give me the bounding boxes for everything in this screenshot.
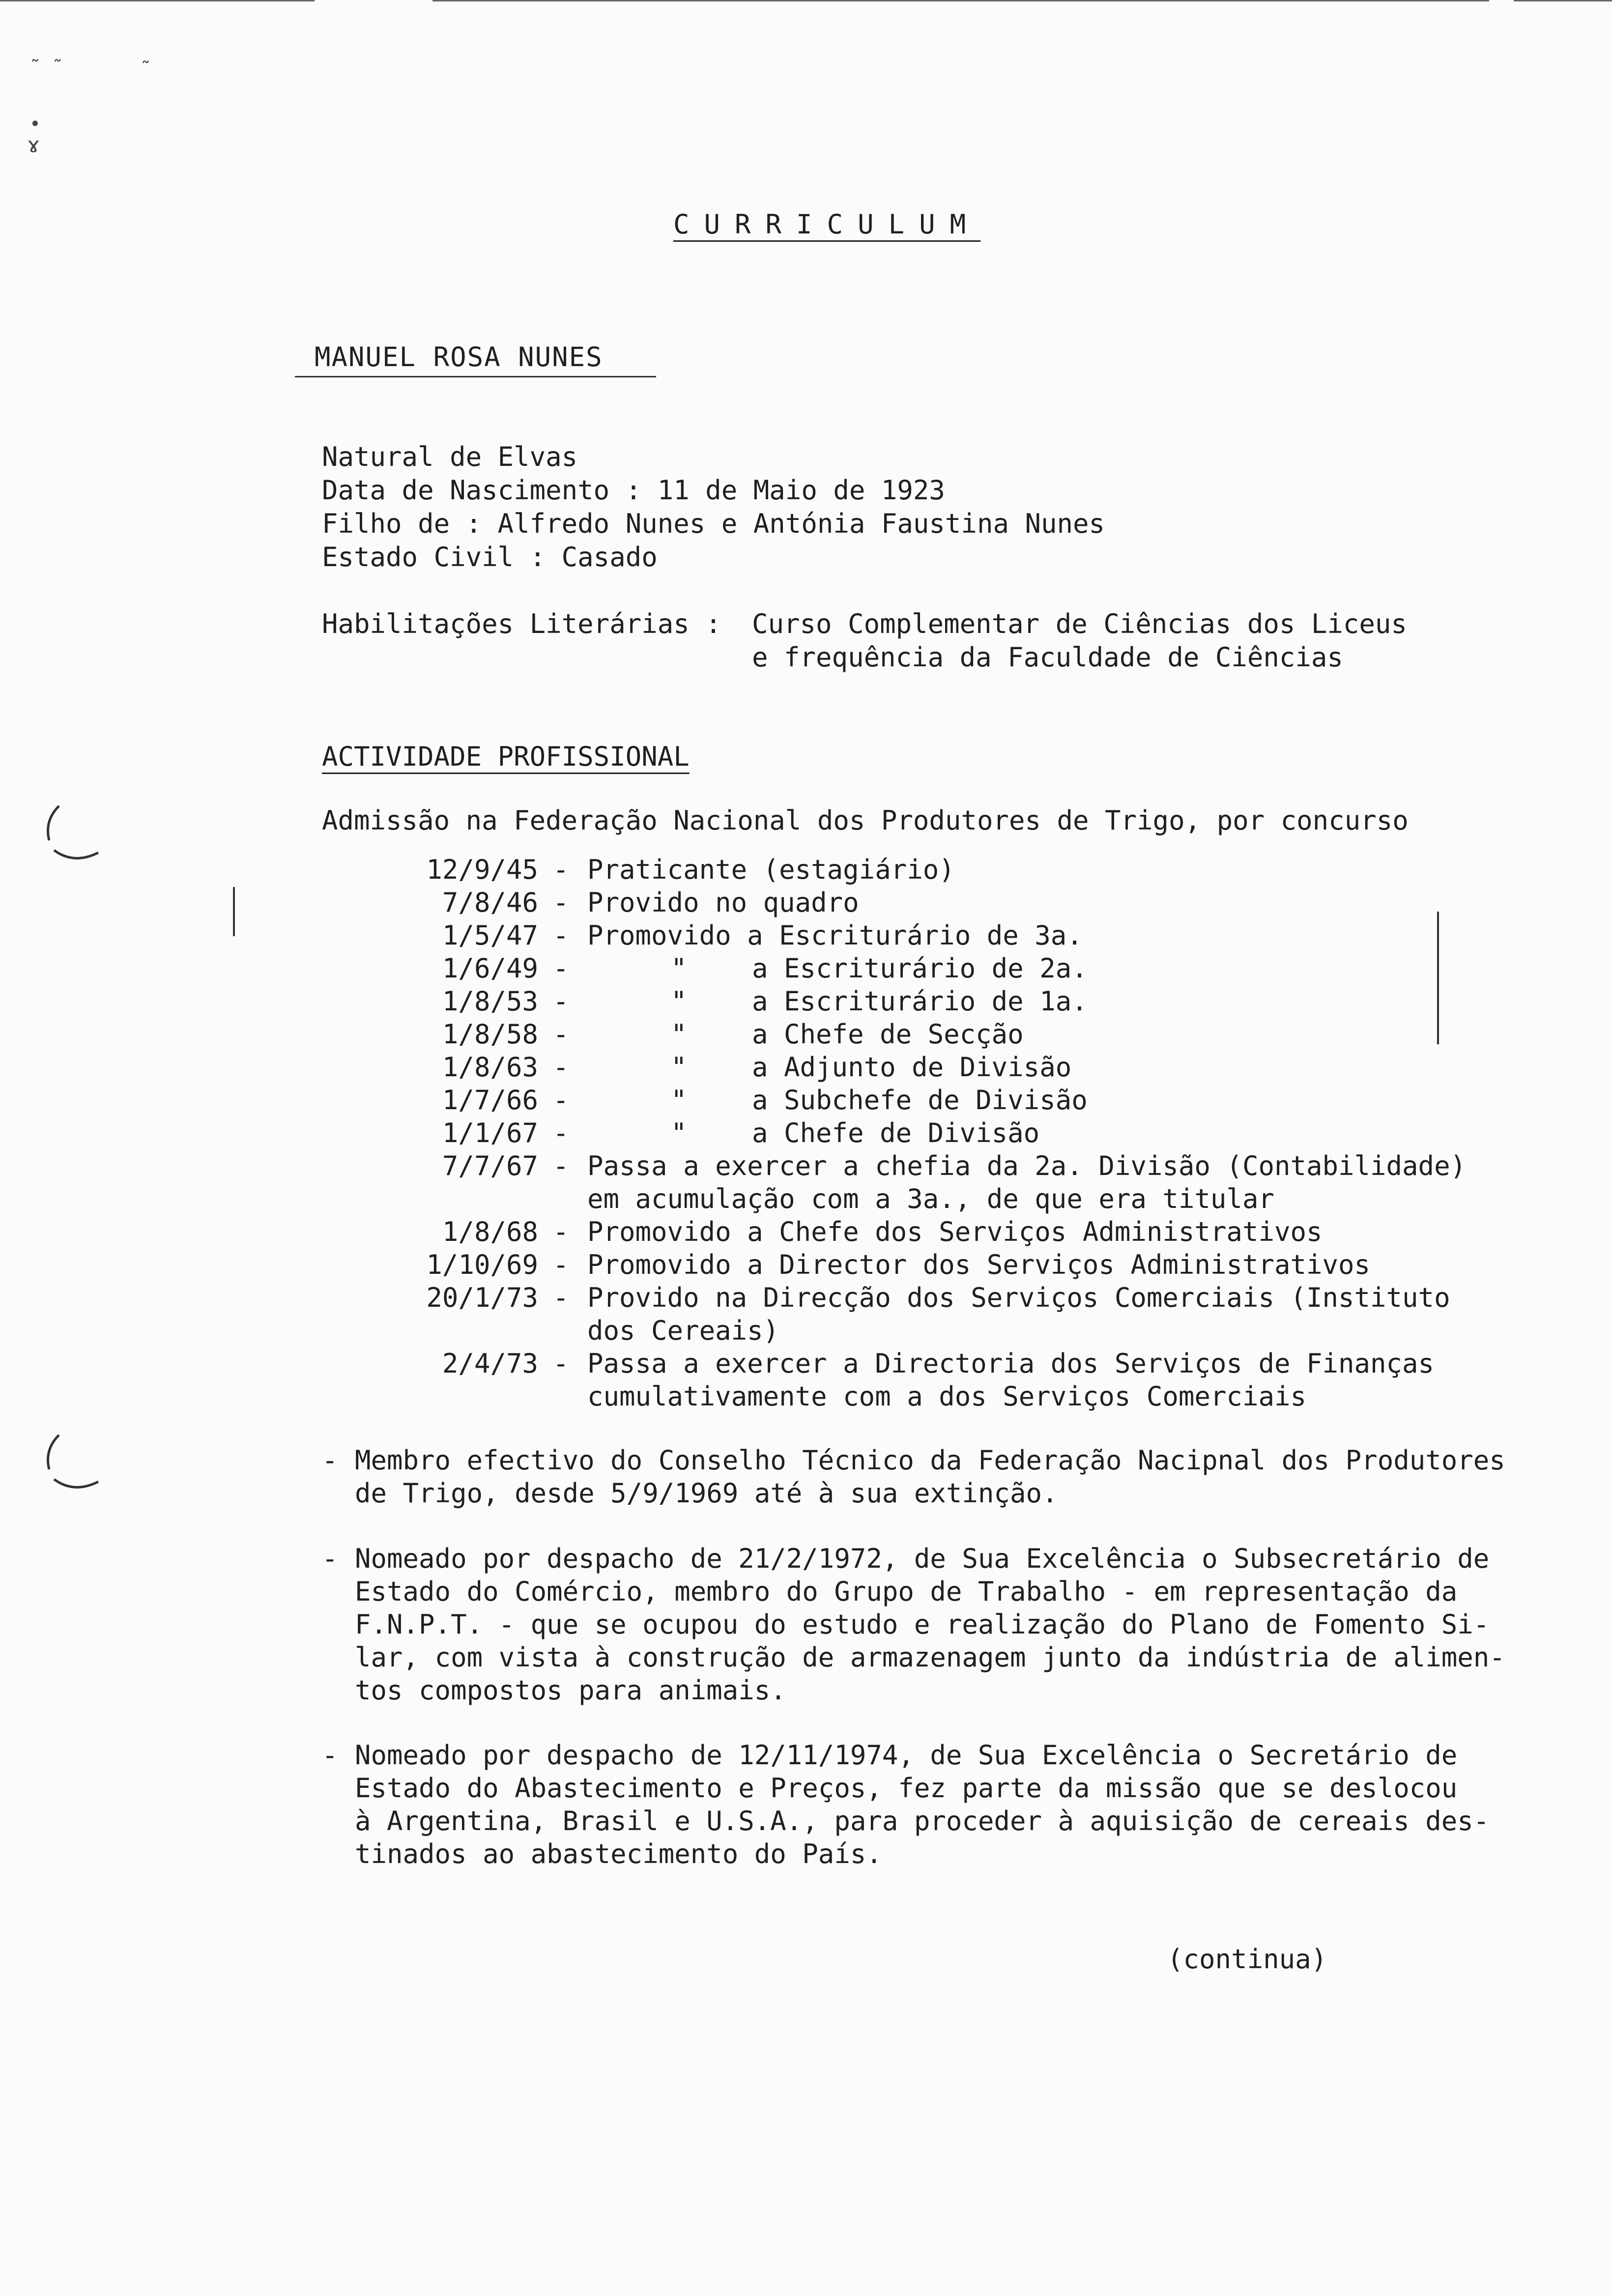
continua-note: (continua): [1167, 1944, 1327, 1975]
item-line: Estado do Comércio, membro do Grupo de Trabalho - em representação da: [355, 1576, 1458, 1607]
career-dash: -: [553, 953, 569, 984]
career-dash: -: [553, 887, 569, 918]
scan-speck: •: [29, 113, 41, 135]
career-ditto-mark: ": [671, 1019, 687, 1050]
career-text: a Adjunto de Divisão: [752, 1052, 1072, 1083]
item-line: Estado do Abastecimento e Preços, fez parte da missão que se deslocou: [355, 1773, 1458, 1804]
career-date: 1/8/68: [442, 1216, 538, 1247]
item-bullet-dash: -: [322, 1740, 338, 1771]
item-line: F.N.P.T. - que se ocupou do estudo e realização do Plano de Fomento Si-: [355, 1609, 1490, 1640]
career-date: 7/8/46: [442, 887, 538, 918]
scan-speck: ɤ: [27, 133, 40, 158]
career-ditto-mark: ": [671, 1118, 687, 1148]
name-underline: [295, 376, 656, 377]
item-line: à Argentina, Brasil e U.S.A., para proceder à aquisição de cereais des-: [355, 1806, 1490, 1837]
career-dash: -: [553, 1118, 569, 1148]
margin-mark: [233, 887, 235, 936]
career-date: 1/8/63: [442, 1052, 538, 1083]
career-dash: -: [553, 920, 569, 951]
item-line: tos compostos para animais.: [355, 1675, 786, 1706]
personal-parents: Filho de : Alfredo Nunes e Antónia Faustina Nunes: [322, 508, 1105, 539]
habilitacoes-label: Habilitações Literárias :: [322, 608, 721, 639]
career-text: Provido na Direcção dos Serviços Comerciais (Instituto: [587, 1282, 1450, 1313]
career-text-continued: dos Cereais): [587, 1315, 779, 1346]
item-line: Membro efectivo do Conselho Técnico da Federação Nacipnal dos Produtores: [355, 1445, 1505, 1476]
career-text: a Escriturário de 2a.: [752, 953, 1088, 984]
career-dash: -: [553, 1249, 569, 1280]
career-date: 1/10/69: [426, 1249, 538, 1280]
admission-text: Admissão na Federação Nacional dos Produtores de Trigo, por concurso: [322, 805, 1409, 836]
career-dash: -: [553, 1348, 569, 1379]
career-text: Provido no quadro: [587, 887, 859, 918]
section-heading: ACTIVIDADE PROFISSIONAL: [322, 741, 690, 772]
career-text: Passa a exercer a Directoria dos Serviços de Finanças: [587, 1348, 1435, 1379]
page-title: CURRICULUM: [673, 209, 981, 240]
career-ditto-mark: ": [671, 986, 687, 1017]
career-text: Promovido a Escriturário de 3a.: [587, 920, 1083, 951]
career-dash: -: [553, 854, 569, 885]
career-text: Praticante (estagiário): [587, 854, 955, 885]
punch-hole-mark: [39, 1425, 108, 1504]
personal-civil-status: Estado Civil : Casado: [322, 542, 658, 573]
item-bullet-dash: -: [322, 1445, 338, 1476]
career-ditto-mark: ": [671, 1085, 687, 1116]
punch-hole-mark: [39, 796, 108, 875]
scan-edge-line: [1514, 0, 1612, 1]
career-date: 12/9/45: [426, 854, 538, 885]
scan-speck: ˜ ˜: [29, 57, 63, 78]
item-line: lar, com vista à construção de armazenagem junto da indústria de alimen-: [355, 1642, 1505, 1673]
career-dash: -: [553, 1052, 569, 1083]
career-date: 1/7/66: [442, 1085, 538, 1116]
scan-edge-line: [0, 0, 315, 1]
item-line: tinados ao abastecimento do País.: [355, 1838, 882, 1869]
item-line: Nomeado por despacho de 12/11/1974, de Sua Excelência o Secretário de: [355, 1740, 1458, 1771]
career-date: 1/6/49: [442, 953, 538, 984]
career-text: Promovido a Chefe dos Serviços Administrativos: [587, 1216, 1323, 1247]
career-date: 7/7/67: [442, 1150, 538, 1181]
person-name: MANUEL ROSA NUNES: [315, 342, 603, 373]
career-dash: -: [553, 1150, 569, 1181]
career-dash: -: [553, 1085, 569, 1116]
career-text-continued: cumulativamente com a dos Serviços Comerciais: [587, 1381, 1306, 1412]
personal-birthdate: Data de Nascimento : 11 de Maio de 1923: [322, 475, 945, 506]
career-ditto-mark: ": [671, 953, 687, 984]
item-bullet-dash: -: [322, 1543, 338, 1574]
habilitacoes-line: Curso Complementar de Ciências dos Liceus: [752, 608, 1407, 639]
career-text: Passa a exercer a chefia da 2a. Divisão (Contabilidade): [587, 1150, 1467, 1181]
career-date: 1/8/53: [442, 986, 538, 1017]
career-text: a Subchefe de Divisão: [752, 1085, 1088, 1116]
career-text: a Chefe de Secção: [752, 1019, 1024, 1050]
career-dash: -: [553, 1019, 569, 1050]
item-line: Nomeado por despacho de 21/2/1972, de Sua Excelência o Subsecretário de: [355, 1543, 1490, 1574]
career-text: a Escriturário de 1a.: [752, 986, 1088, 1017]
career-text: Promovido a Director dos Serviços Administrativos: [587, 1249, 1371, 1280]
career-dash: -: [553, 1282, 569, 1313]
margin-mark: [1437, 912, 1439, 1044]
career-text: a Chefe de Divisão: [752, 1118, 1040, 1148]
scan-speck: ˜: [140, 58, 151, 80]
career-dash: -: [553, 986, 569, 1017]
personal-birthplace: Natural de Elvas: [322, 441, 578, 472]
career-date: 1/5/47: [442, 920, 538, 951]
item-line: de Trigo, desde 5/9/1969 até à sua extinção.: [355, 1478, 1058, 1509]
career-text-continued: em acumulação com a 3a., de que era titular: [587, 1183, 1274, 1214]
career-date: 1/1/67: [442, 1118, 538, 1148]
career-ditto-mark: ": [671, 1052, 687, 1083]
career-date: 1/8/58: [442, 1019, 538, 1050]
scan-edge-line: [432, 0, 1489, 1]
career-date: 20/1/73: [426, 1282, 538, 1313]
career-date: 2/4/73: [442, 1348, 538, 1379]
career-dash: -: [553, 1216, 569, 1247]
habilitacoes-line: e frequência da Faculdade de Ciências: [752, 642, 1343, 673]
